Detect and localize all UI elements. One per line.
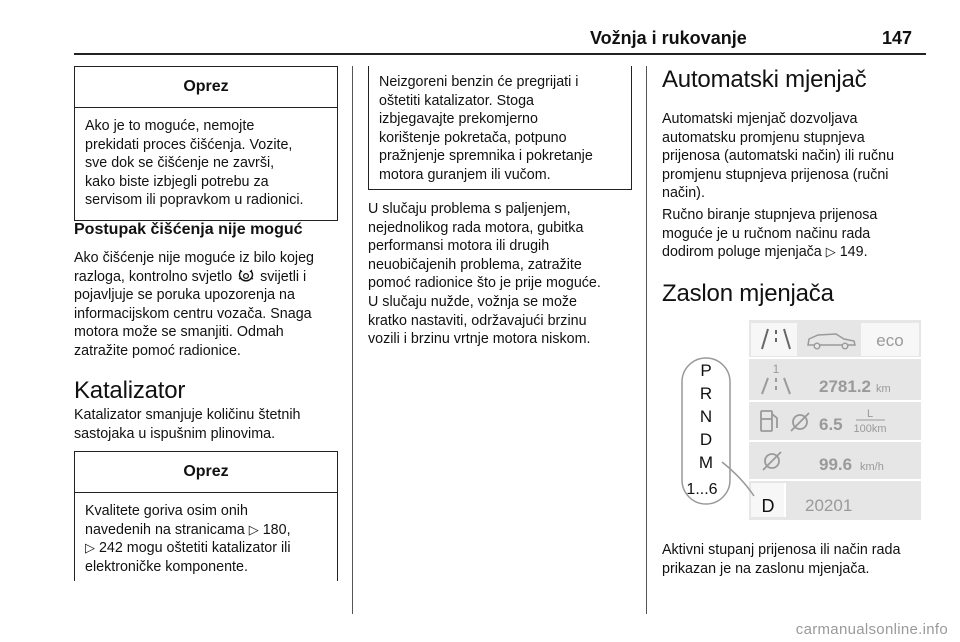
caution-box-2-text (75, 493, 337, 584)
gear-label-manual-range: 1...6 (686, 481, 718, 498)
section-heading-cleaning: Postupak čišćenja nije moguć (74, 221, 303, 238)
header-rule (74, 53, 926, 55)
caution-line: servisom ili popravkom u radionici. (85, 192, 304, 209)
odometer-unit: km (876, 383, 891, 395)
caution-line: prekidati proces čišćenja. Vozite, (85, 136, 293, 153)
text-line: moguće je u ručnom načinu rada (662, 225, 871, 242)
section-heading-gear-display: Zaslon mjenjača (662, 280, 834, 307)
text-line: Automatski mjenjač dozvoljava (662, 111, 858, 127)
caution-box-2 (74, 451, 338, 581)
text-line: Ručno biranje stupnjeva prijenosa (662, 207, 878, 223)
caution-line: korištenje pokretača, potpuno (379, 129, 567, 146)
section-heading-catalyst: Katalizator (74, 377, 186, 404)
text-line: informacijskom centru vozača. Snaga (74, 305, 312, 322)
text-fragment: dodirom poluge mjenjača (662, 244, 822, 261)
ignition-problem-text (368, 200, 642, 349)
caution-box-1 (74, 66, 338, 221)
caution-box-3-continued (368, 66, 632, 190)
gear-label-d: D (699, 430, 713, 449)
text-fragment: svijetli i (260, 268, 307, 285)
caution-line: kako biste izbjegli potrebu za (85, 173, 269, 190)
caution-line (85, 539, 327, 558)
caution-line (85, 521, 327, 540)
caution-box-3-text (369, 66, 631, 193)
trip-row-number: 1 (772, 362, 780, 376)
caution-box-1-text (75, 108, 337, 218)
text-line (662, 243, 932, 262)
watermark: carmanualsonline.info (795, 621, 948, 638)
odometer-value: 2781.2 (819, 377, 871, 396)
page-ref-link[interactable]: 180, (262, 521, 291, 538)
text-line: vozili i brzinu vrtnje motora niskom. (368, 331, 591, 348)
text-fragment: navedenih na stranicama (85, 521, 245, 538)
text-line: pomoć radionice što je prije moguće. (368, 275, 601, 292)
text-line: kratko nastaviti, održavajući brzinu (368, 312, 587, 329)
column-divider-2 (646, 66, 647, 614)
caution-line: Neizgoreni benzin će pregrijati i (379, 74, 579, 90)
page-ref-arrow-icon: ▷ (85, 540, 95, 556)
text-line: Ako čišćenje nije moguće iz bilo kojeg (74, 250, 314, 266)
average-speed-value: 99.6 (819, 455, 853, 474)
eco-label: eco (876, 331, 904, 350)
text-line: sastojaka u ispušnim plinovima. (74, 425, 276, 442)
text-line: nejednolikog rada motora, gubitka (368, 219, 584, 236)
manual-shift-text (662, 206, 932, 262)
gear-label-p: P (700, 361, 712, 380)
gear-label-r: R (699, 384, 713, 403)
column-divider-1 (352, 66, 353, 614)
total-distance-value: 20201 (805, 496, 853, 515)
caution-line: izbjegavajte prekomjerno (379, 111, 538, 128)
road-lane-segment (751, 323, 797, 356)
consumption-unit-bottom: 100km (853, 423, 887, 435)
gear-label-m: M (698, 453, 714, 472)
caution-line: Kvalitete goriva osim onih (85, 503, 248, 519)
page-ref-arrow-icon: ▷ (825, 244, 836, 260)
text-line: automatsku promjenu stupnjeva (662, 129, 865, 146)
text-line: promjenu stupnjeva prijenosa (ručni (662, 166, 889, 183)
caution-box-2-heading: Oprez (75, 452, 337, 493)
page-ref-link[interactable]: 242 mogu oštetiti katalizator ili (98, 540, 291, 557)
page-ref-arrow-icon: ▷ (248, 521, 259, 537)
page-number: 147 (882, 28, 913, 48)
text-line: U slučaju nužde, vožnja se može (368, 293, 578, 310)
text-line: prikazan je na zaslonu mjenjača. (662, 560, 870, 577)
section-heading-automatic-transmission: Automatski mjenjač (662, 66, 867, 93)
text-line: U slučaju problema s paljenjem, (368, 201, 571, 217)
caution-line: elektroničke komponente. (85, 558, 248, 575)
current-gear-indicator: D (761, 496, 775, 516)
automatic-transmission-text (662, 110, 932, 203)
caution-box-1-heading: Oprez (75, 67, 337, 108)
text-line-with-icon (74, 268, 346, 287)
text-line: performansi motora ili drugih (368, 238, 550, 255)
average-speed-unit: km/h (860, 461, 884, 473)
section-text-cleaning (74, 249, 346, 361)
consumption-unit-top: L (866, 408, 874, 420)
text-fragment: razloga, kontrolno svjetlo (74, 268, 233, 285)
text-line: zatražite pomoć radionice. (74, 342, 241, 359)
text-line: pojavljuje se poruka upozorenja na (74, 287, 295, 304)
text-line: motora može se smanjiti. Odmah (74, 324, 284, 341)
text-line: neuobičajenih problema, zatražite (368, 256, 582, 273)
page-ref-link[interactable]: 149. (839, 244, 868, 261)
caution-line: Ako je to moguće, nemojte (85, 118, 255, 134)
section-text-catalyst (74, 406, 346, 443)
caution-line: sve dok se čišćenje ne završi, (85, 155, 275, 172)
caution-line: pražnjenje spremnika i pokretanje (379, 148, 593, 165)
gear-label-n: N (699, 407, 713, 426)
gear-display-caption (662, 541, 936, 578)
text-line: prijenosa (automatski način) ili ručnu (662, 148, 895, 165)
consumption-value: 6.5 (819, 415, 843, 434)
caution-line: oštetiti katalizator. Stoga (379, 92, 534, 109)
text-line: Aktivni stupanj prijenosa ili način rada (662, 542, 901, 558)
text-line: Katalizator smanjuje količinu štetnih (74, 407, 301, 423)
gear-display-illustration (672, 318, 928, 524)
text-line: način). (662, 185, 705, 202)
caution-line: motora guranjem ili vučom. (379, 166, 551, 183)
running-head-title: Vožnja i rukovanje (590, 28, 747, 48)
warning-light-icon (238, 269, 254, 282)
